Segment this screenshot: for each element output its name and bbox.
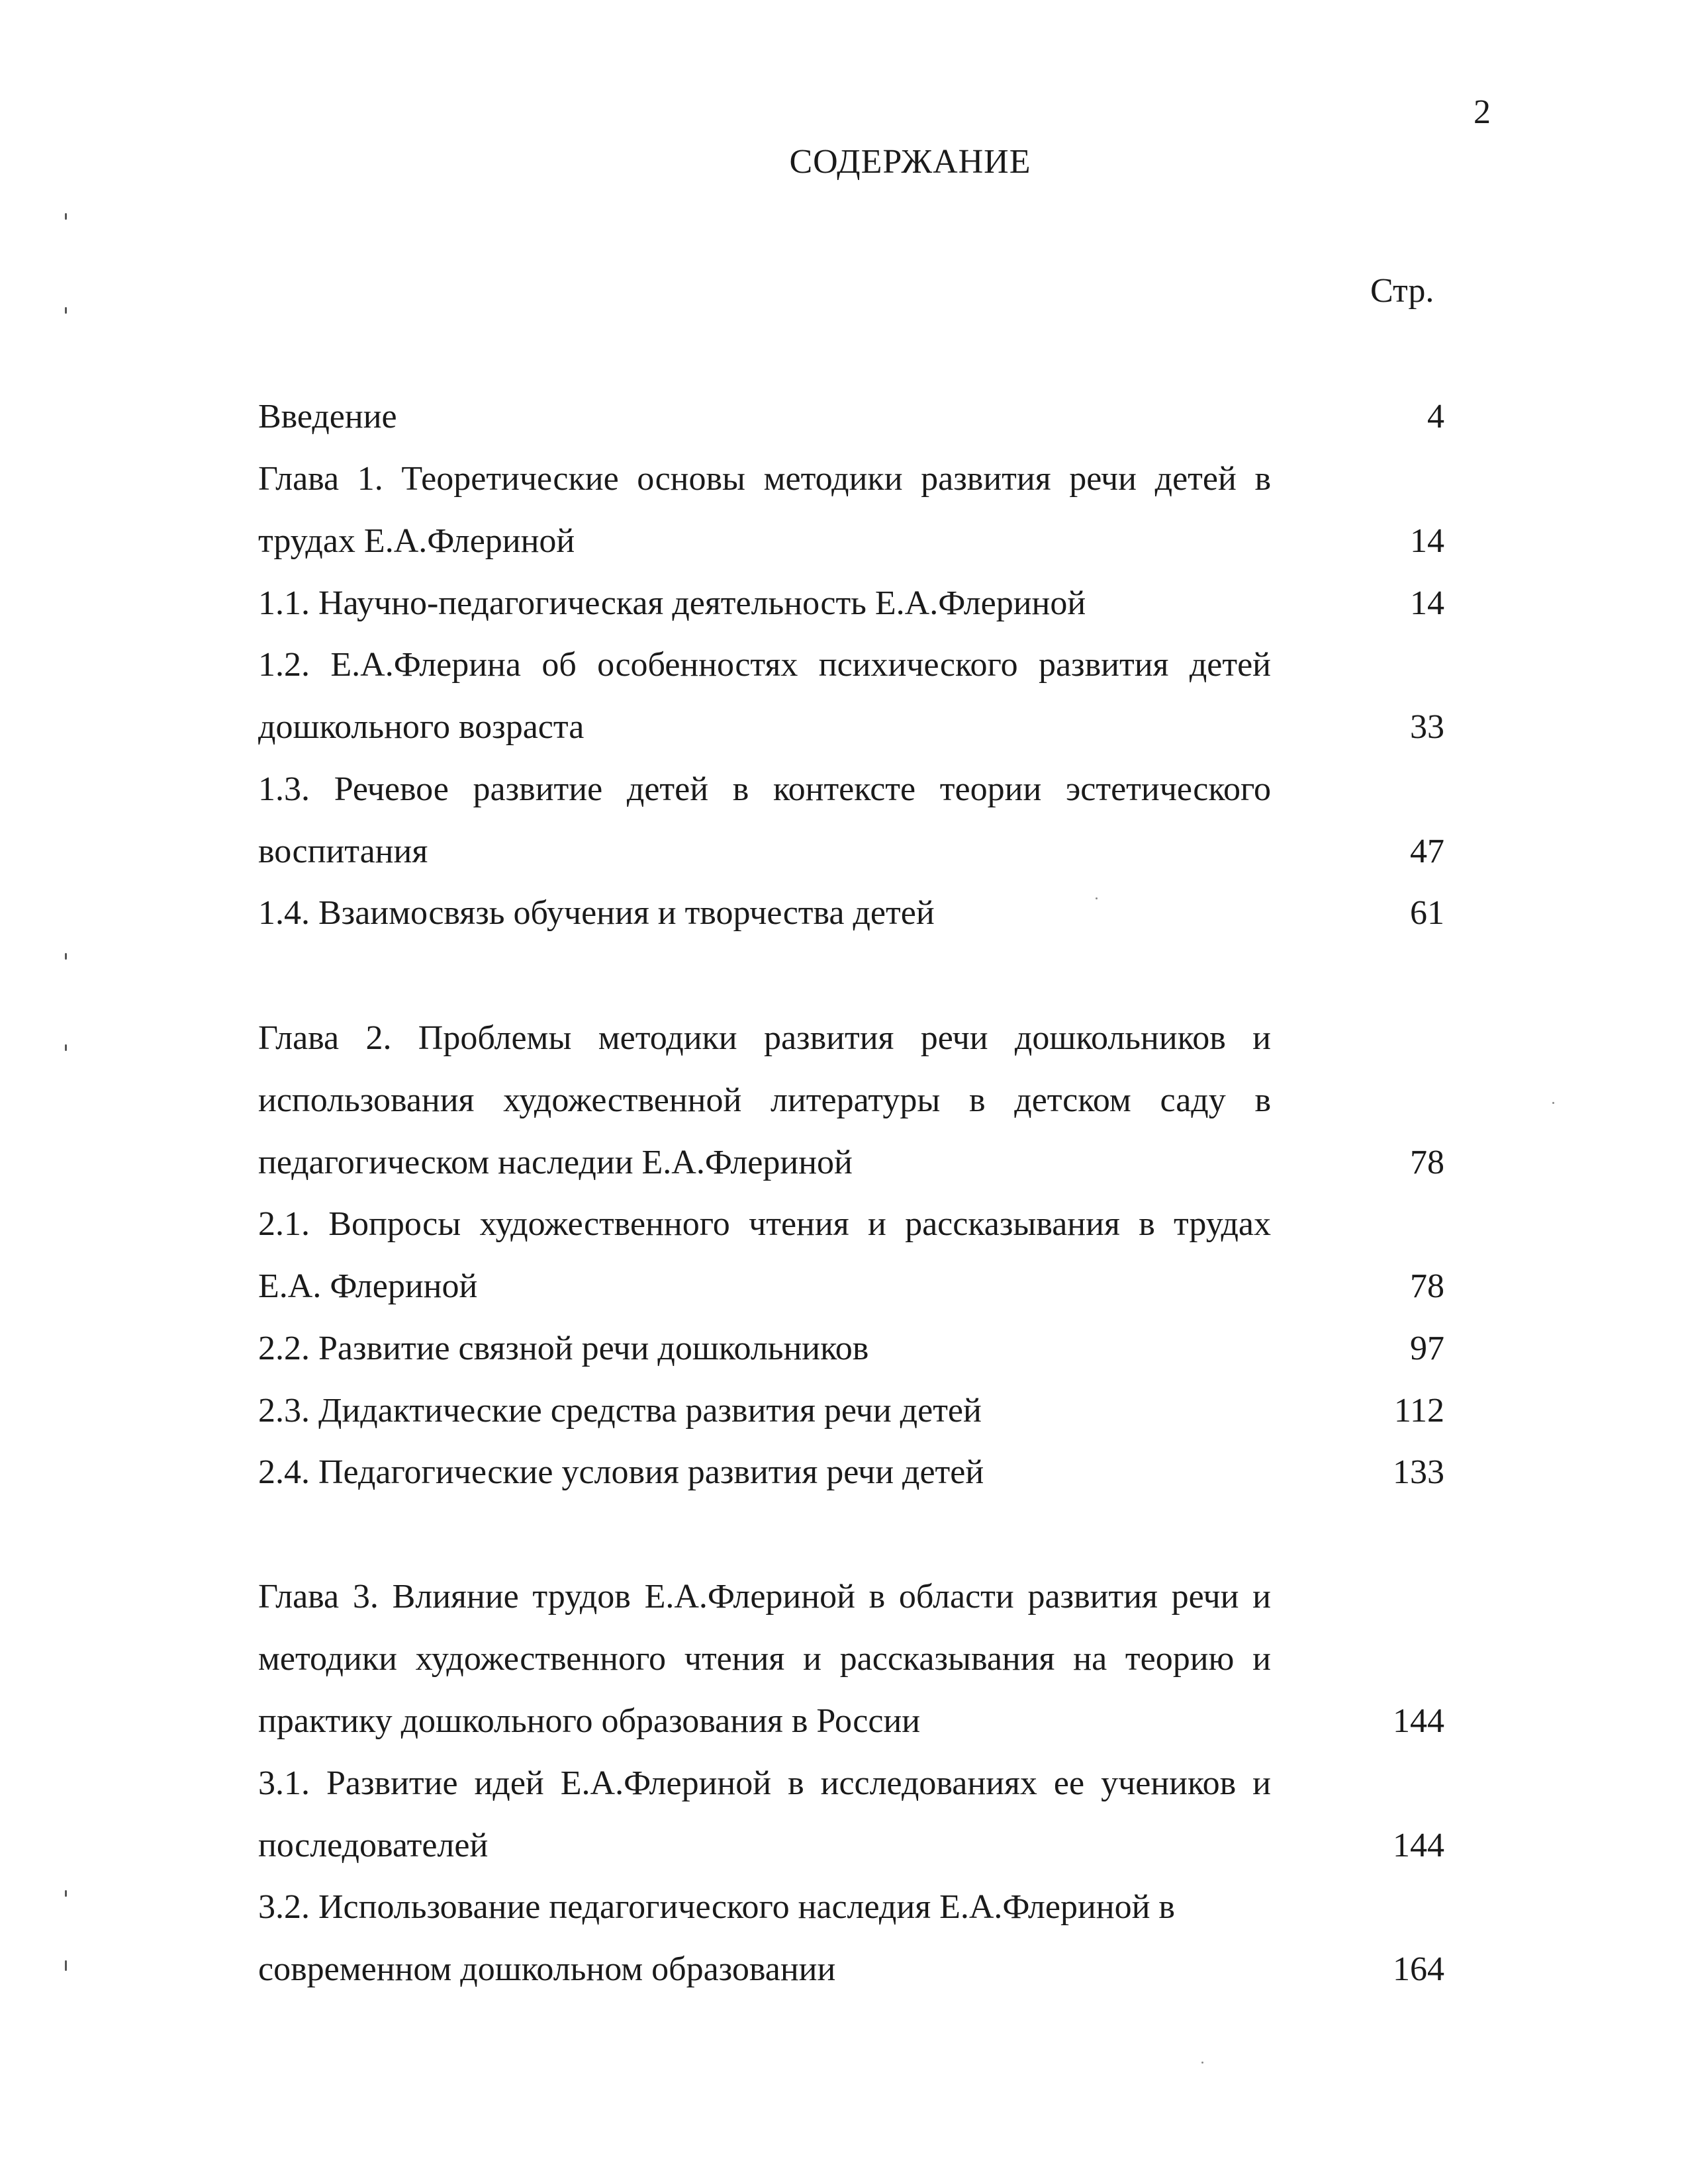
toc-page-1-2: 33 xyxy=(1410,708,1444,746)
scan-speck xyxy=(1552,1102,1554,1104)
toc-page-intro: 4 xyxy=(1427,398,1444,435)
toc-page-1-3: 47 xyxy=(1410,833,1444,870)
toc-page-2-3: 112 xyxy=(1393,1392,1444,1430)
toc-page-1-1: 14 xyxy=(1410,584,1444,622)
toc-page-chapter-3: 144 xyxy=(1393,1702,1444,1740)
toc-page-2-1: 78 xyxy=(1410,1267,1444,1305)
scan-speck xyxy=(1201,2062,1203,2064)
toc-entry-chapter-3: Глава 3. Влияние трудов Е.А.Флериной в области развития речи и методики художественного чтения и рассказывания на теорию и практику дошкольного образования в России xyxy=(258,1578,1271,1740)
toc-entry-1-4: 1.4. Взаимосвязь обучения и творчества детей xyxy=(258,894,935,932)
toc-entry-2-3: 2.3. Дидактические средства развития речи детей xyxy=(258,1392,982,1430)
toc-entry-chapter-2: Глава 2. Проблемы методики развития речи дошкольников и использования художественной литературы в детском саду в педагогическом наследии Е.А.Флериной xyxy=(258,1019,1271,1181)
page-number: 2 xyxy=(1474,93,1491,131)
toc-page-3-2: 164 xyxy=(1393,1950,1444,1988)
toc-entry-chapter-1: Глава 1. Теоретические основы методики развития речи детей в трудах Е.А.Флериной xyxy=(258,460,1271,560)
margin-mark xyxy=(65,307,67,314)
toc-entry-2-2: 2.2. Развитие связной речи дошкольников xyxy=(258,1330,869,1367)
toc-page-chapter-2: 78 xyxy=(1410,1144,1444,1181)
toc-entry-1-3: 1.3. Речевое развитие детей в контексте теории эстетического воспитания xyxy=(258,770,1271,870)
toc-entry-2-4: 2.4. Педагогические условия развития речи детей xyxy=(258,1453,984,1491)
toc-entry-2-1: 2.1. Вопросы художественного чтения и рассказывания в трудах Е.А. Флериной xyxy=(258,1205,1271,1305)
toc-page-2-4: 133 xyxy=(1393,1453,1444,1491)
toc-entry-intro: Введение xyxy=(258,398,397,435)
page-title: СОДЕРЖАНИЕ xyxy=(789,143,1031,181)
page-column-header: Стр. xyxy=(1370,272,1434,310)
margin-mark xyxy=(65,1890,67,1897)
margin-mark xyxy=(65,1960,67,1971)
scan-speck xyxy=(1096,897,1098,899)
toc-page-2-2: 97 xyxy=(1410,1330,1444,1367)
toc-page-chapter-1: 14 xyxy=(1410,522,1444,560)
toc-entry-3-1: 3.1. Развитие идей Е.А.Флериной в исследованиях ее учеников и последователей xyxy=(258,1764,1271,1864)
toc-page-1-4: 61 xyxy=(1410,894,1444,932)
margin-mark xyxy=(65,953,67,960)
toc-entry-1-1: 1.1. Научно-педагогическая деятельность Е.А.Флериной xyxy=(258,584,1086,622)
toc-entry-1-2: 1.2. Е.А.Флерина об особенностях психического развития детей дошкольного возраста xyxy=(258,646,1271,746)
margin-mark xyxy=(65,213,67,220)
toc-entry-3-2: 3.2. Использование педагогического наследия Е.А.Флериной в современном дошкольном образовании xyxy=(258,1888,1175,1988)
toc-page-3-1: 144 xyxy=(1393,1827,1444,1864)
margin-mark xyxy=(65,1044,67,1051)
